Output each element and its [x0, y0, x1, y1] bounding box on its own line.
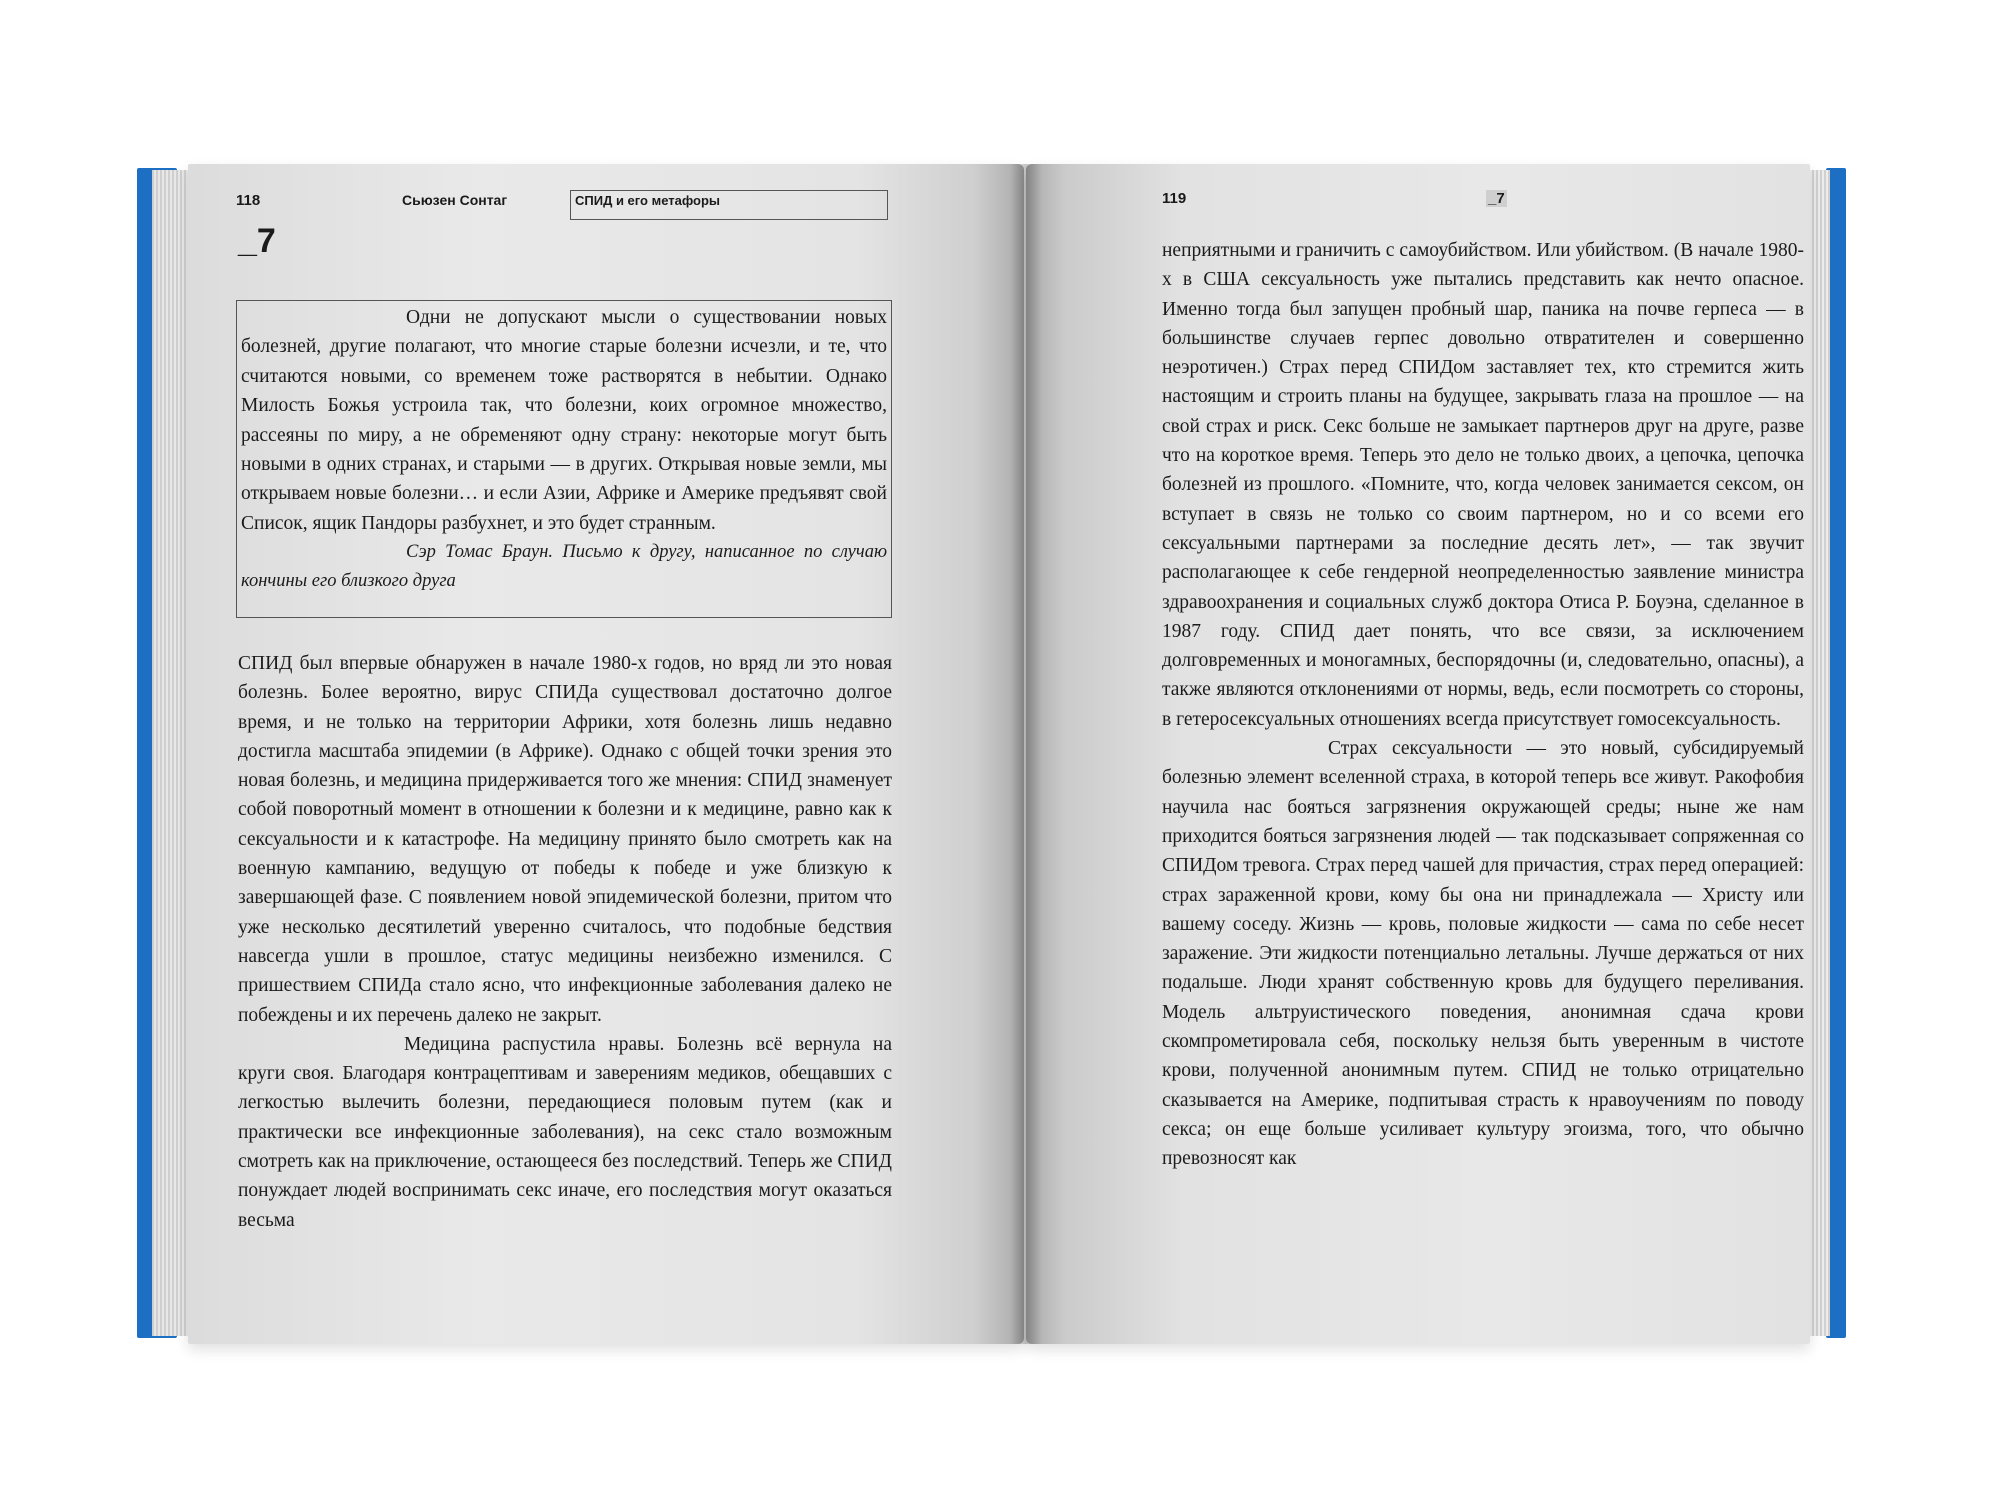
- paragraph: Медицина распустила нравы. Болезнь всё вернула на круги своя. Благодаря контрацептивам и заверениям медиков, обещавших с легкостью вылечить болезни, передающиеся половым путем (как и практически все инфекционные заболевания), на секс стало возможным смотреть как на приключение, остающееся без последствий. Теперь же СПИД понуждает людей воспринимать секс иначе, его последствия могут оказаться весьма: [238, 1033, 892, 1231]
- page-number-left: 118: [236, 192, 261, 209]
- page-block-edge-left: [152, 170, 192, 1336]
- chapter-heading: _7: [238, 222, 276, 260]
- running-head-author: Сьюзен Сонтаг: [402, 192, 508, 208]
- epigraph-attribution: Сэр Томас Браун. Письмо к другу, написанное по случаю кончины его близкого друга: [241, 542, 887, 592]
- running-head-title: СПИД и его метафоры: [575, 193, 721, 208]
- book-gutter-shadow: [1010, 164, 1042, 1344]
- chapter-marker-right: _7: [1488, 190, 1505, 207]
- running-head-title-box: [570, 190, 888, 220]
- paragraph: неприятными и граничить с самоубийством. Или убийством. (В начале 1980-х в США сексуальность уже пытались представить как нечто опасное. Именно тогда был запущен пробный шар, паника на почве герпеса — в большинстве случаев герпес довольно отвратителен и совершенно неэротичен.) Страх перед СПИДом заставляет тех, кто стремится жить настоящим и строить планы на будущее, закрывать глаза на прошлое — на свой страх и риск. Секс больше не замыкает партнеров друг на друге, разве что на короткое время. Теперь это дело не только двоих, а цепочка, цепочка болезней из прошлого. «Помните, что, когда человек занимается сексом, он вступает в связь не только со своим партнером, но и со всеми его сексуальными партнерами за последние десять лет», — так звучит располагающее к себе гендерной неопределенностью заявление министра здравоохранения и социальных служб доктора Отиса Р. Боуэна, сделанное в 1987 году. СПИД дает понять, что все связи, за исключением долговременных и моногамных, беспорядочны (и, следовательно, опасны), а также являются отклонениями от нормы, ведь, если посмотреть со стороны, в гетеросексуальных отношениях всегда присутствует гомосексуальность.: [1162, 240, 1804, 730]
- page-number-right: 119: [1162, 190, 1187, 207]
- right-body-text: [1162, 236, 1804, 1174]
- left-page: [188, 164, 1024, 1344]
- page-block-edge-right: [1808, 170, 1830, 1336]
- paragraph: Страх сексуальности — это новый, субсидируемый болезнью элемент вселенной страха, в которой теперь все живут. Ракофобия научила нас бояться загрязнения окружающей среды; ныне же нам приходится бояться загрязнения людей — так подсказывает сопряженная со СПИДом тревога. Страх перед чашей для причастия, страх перед операцией: страх зараженной крови, кому бы она ни принадлежала — Христу или вашему соседу. Жизнь — кровь, половые жидкости — сама по себе несет заражение. Эти жидкости потенциально летальны. Лучше держаться от них подальше. Люди хранят собственную кровь для будущего переливания. Модель альтруистического поведения, анонимная сдача крови скомпрометировала себя, поскольку нельзя быть уверенным в чистоте крови, полученной анонимным путем. СПИД не только отрицательно сказывается на Америке, подпитывая страсть к нравоучениям по поводу секса; он еще больше усиливает культуру эгоизма, того, что обычно превозносят как: [1162, 738, 1804, 1170]
- epigraph-text: Одни не допускают мысли о существовании новых болезней, другие полагают, что многие старые болезни исчезли, и те, что считаются новыми, со временем тоже растворятся в небытии. Однако Милость Божья устроила так, что болезни, коих огромное множество, рассеяны по миру, а не обременяют одну страну: некоторые могут быть новыми в одних странах, и старыми — в других. Открывая новые земли, мы открываем новые болезни… и если Азии, Африке и Америке предъявят свой Список, ящик Пандоры разбухнет, и это будет странным.: [241, 307, 887, 534]
- paragraph: СПИД был впервые обнаружен в начале 1980-х годов, но вряд ли это новая болезнь. Более вероятно, вирус СПИДа существовал достаточно долгое время, и не только на территории Африки, хотя болезнь лишь недавно достигла масштаба эпидемии (в Африке). Однако с общей точки зрения это новая болезнь, и медицина придерживается того же мнения: СПИД знаменует собой поворотный момент в отношении к болезни и к медицине, равно как к сексуальности и к катастрофе. На медицину принято было смотреть как на военную кампанию, ведущую от победы к победе и уже близкую к завершающей фазе. С появлением новой эпидемической болезни, притом что уже несколько десятилетий уверенно считалось, что подобные бедствия навсегда ушли в прошлое, статус медицины неизбежно изменился. С пришествием СПИДа стало ясно, что инфекционные заболевания далеко не побеждены и их перечень далеко не закрыт.: [238, 653, 892, 1026]
- epigraph-box: [236, 300, 892, 618]
- left-body-text: [238, 649, 892, 1235]
- right-page: [1026, 164, 1810, 1344]
